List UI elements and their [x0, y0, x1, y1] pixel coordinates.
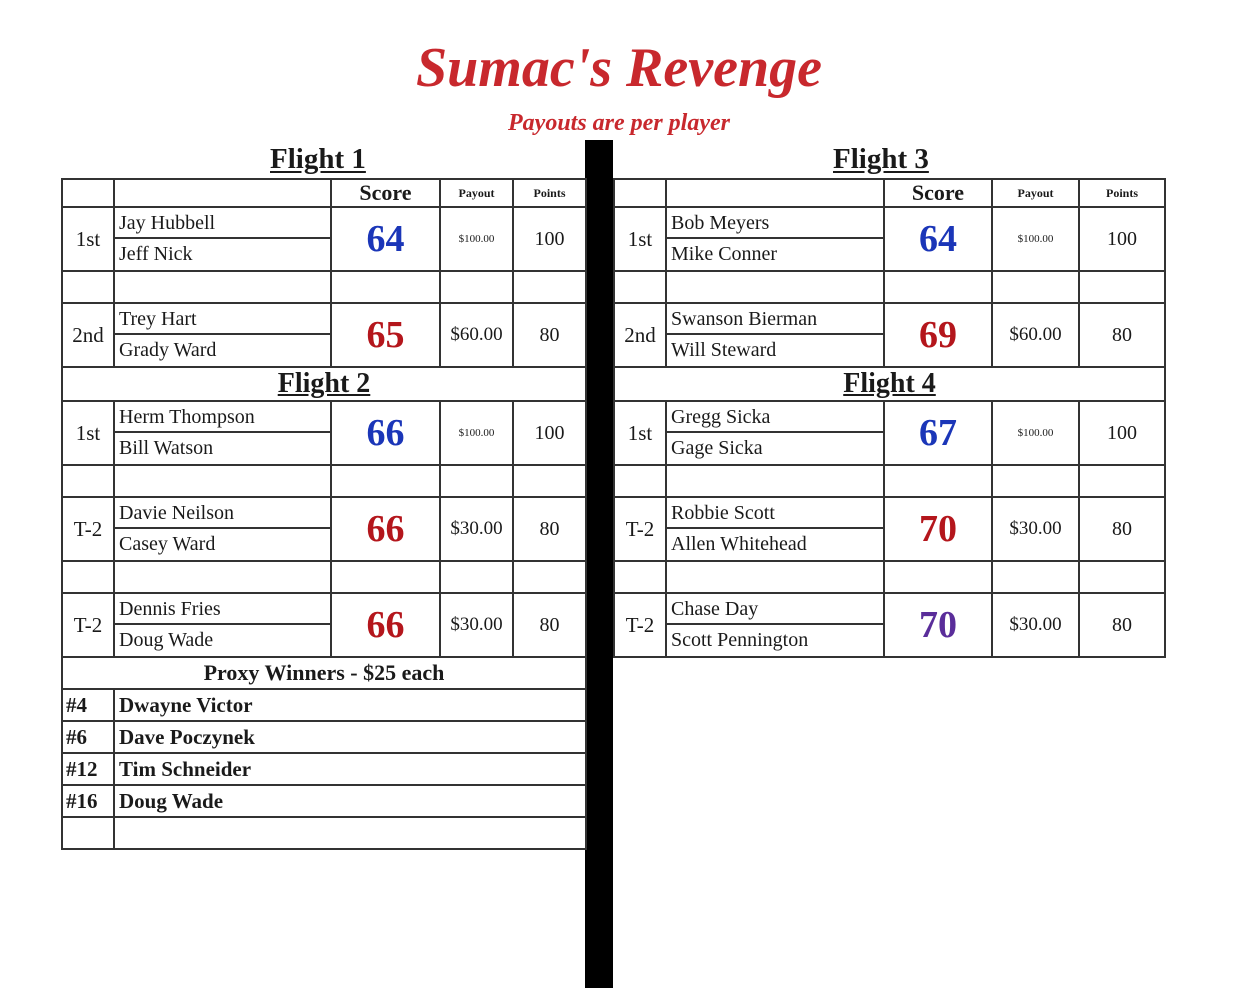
place: T-2 [614, 497, 666, 561]
center-divider [585, 140, 613, 988]
flights-3-4-table [613, 178, 1166, 658]
page-subtitle: Payouts are per player [508, 110, 730, 136]
place: 2nd [614, 303, 666, 367]
score: 70 [884, 497, 992, 561]
header-place [614, 179, 666, 207]
place: 1st [62, 207, 114, 271]
player-name: Swanson Bierman [667, 304, 883, 335]
proxy-winner: Tim Schneider [114, 753, 586, 785]
player-name: Jay Hubbell [115, 208, 330, 239]
payout: $100.00 [440, 207, 513, 271]
score: 65 [331, 303, 440, 367]
player-name: Davie Neilson [115, 498, 330, 529]
proxy-row [62, 753, 586, 785]
payout: $30.00 [992, 593, 1079, 657]
result-row [614, 303, 1165, 367]
points: 100 [1079, 401, 1165, 465]
player-name: Gregg Sicka [667, 402, 883, 433]
player-name: Mike Conner [671, 243, 778, 265]
score: 67 [884, 401, 992, 465]
place: T-2 [62, 497, 114, 561]
player-name: Grady Ward [119, 339, 217, 361]
player-name: Dennis Fries [115, 594, 330, 625]
result-row [62, 303, 586, 367]
place: 1st [614, 401, 666, 465]
points: 80 [513, 303, 586, 367]
player-name: Gage Sicka [671, 437, 763, 459]
place: 1st [62, 401, 114, 465]
result-row [614, 207, 1165, 271]
proxy-row [62, 689, 586, 721]
player-name: Allen Whitehead [671, 533, 807, 555]
score: 69 [884, 303, 992, 367]
points: 100 [513, 401, 586, 465]
player-name: Bill Watson [119, 437, 214, 459]
proxy-winner: Doug Wade [114, 785, 586, 817]
place: T-2 [614, 593, 666, 657]
header-team [666, 179, 884, 207]
score: 64 [884, 207, 992, 271]
player-name: Casey Ward [119, 533, 216, 555]
header-place [62, 179, 114, 207]
payout: $100.00 [992, 207, 1079, 271]
proxy-winners-title: Proxy Winners - $25 each [62, 657, 586, 689]
player-name: Scott Pennington [671, 629, 809, 651]
payout: $100.00 [440, 401, 513, 465]
payout: $30.00 [440, 593, 513, 657]
proxy-winner: Dave Poczynek [114, 721, 586, 753]
payout: $100.00 [992, 401, 1079, 465]
header-score: Score [884, 179, 992, 207]
proxy-hole: #16 [62, 785, 114, 817]
score: 66 [331, 497, 440, 561]
flights-1-2-table [61, 178, 587, 850]
points: 100 [1079, 207, 1165, 271]
proxy-winner: Dwayne Victor [114, 689, 586, 721]
result-row [62, 593, 586, 657]
header-team [114, 179, 331, 207]
score: 64 [331, 207, 440, 271]
points: 80 [1079, 593, 1165, 657]
place: 1st [614, 207, 666, 271]
payout: $60.00 [440, 303, 513, 367]
flight-2-title: Flight 2 [277, 368, 371, 399]
place: T-2 [62, 593, 114, 657]
result-row [62, 207, 586, 271]
points: 80 [1079, 497, 1165, 561]
header-score: Score [331, 179, 440, 207]
flight-3-title: Flight 3 [833, 143, 929, 175]
player-name: Doug Wade [119, 629, 214, 651]
score: 70 [884, 593, 992, 657]
score: 66 [331, 593, 440, 657]
player-name: Bob Meyers [667, 208, 883, 239]
payout: $30.00 [440, 497, 513, 561]
header-payout: Payout [992, 179, 1079, 207]
points: 80 [513, 497, 586, 561]
header-points: Points [1079, 179, 1165, 207]
player-name: Robbie Scott [667, 498, 883, 529]
payout: $60.00 [992, 303, 1079, 367]
result-row [614, 401, 1165, 465]
player-name: Herm Thompson [115, 402, 330, 433]
proxy-row [62, 721, 586, 753]
place: 2nd [62, 303, 114, 367]
player-name: Chase Day [667, 594, 883, 625]
proxy-row [62, 785, 586, 817]
score: 66 [331, 401, 440, 465]
player-name: Will Steward [671, 339, 777, 361]
payout: $30.00 [992, 497, 1079, 561]
points: 100 [513, 207, 586, 271]
proxy-hole: #4 [62, 689, 114, 721]
result-row [614, 593, 1165, 657]
player-name: Jeff Nick [119, 243, 193, 265]
header-payout: Payout [440, 179, 513, 207]
flight-4-title: Flight 4 [843, 368, 936, 399]
points: 80 [1079, 303, 1165, 367]
result-row [62, 401, 586, 465]
flight-1-title: Flight 1 [270, 143, 366, 175]
page-title: Sumac's Revenge [416, 37, 822, 99]
result-row [614, 497, 1165, 561]
points: 80 [513, 593, 586, 657]
proxy-hole: #6 [62, 721, 114, 753]
proxy-hole: #12 [62, 753, 114, 785]
player-name: Trey Hart [115, 304, 330, 335]
header-points: Points [513, 179, 586, 207]
result-row [62, 497, 586, 561]
